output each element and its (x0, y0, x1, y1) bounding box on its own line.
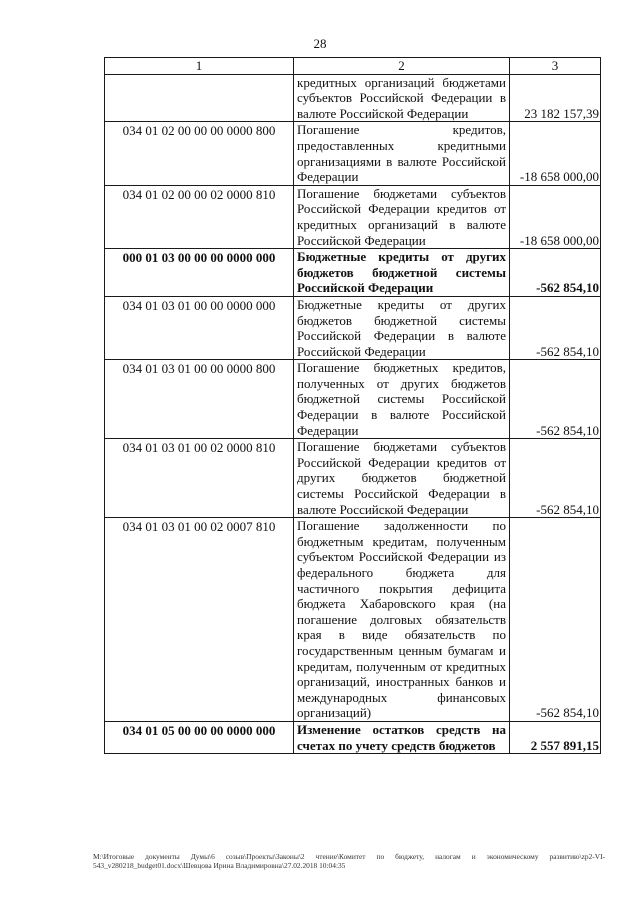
row-name: Погашение бюджетами субъектов Российской Федерации кредитов от других бюджетов бюджетной системы Российской Федерации в валюте Российской Федерации (294, 439, 510, 518)
row-code: 034 01 03 01 00 00 0000 800 (105, 360, 294, 439)
row-code: 034 01 03 01 00 00 0000 000 (105, 296, 294, 359)
table-row (105, 122, 601, 185)
row-name: Погашение бюджетных кредитов, полученных от других бюджетов бюджетной системы Российской Федерации в валюте Российской Федерации (294, 360, 510, 439)
column-header-amount: 3 (510, 58, 601, 75)
table-header-row (105, 58, 601, 75)
row-name: Погашение бюджетами субъектов Российской Федерации кредитов от кредитных организаций в валюте Российской Федерации (294, 185, 510, 248)
table-row (105, 439, 601, 518)
page-number: 28 (313, 36, 327, 51)
row-code: 034 01 02 00 00 00 0000 800 (105, 122, 294, 185)
row-code: 034 01 02 00 00 02 0000 810 (105, 185, 294, 248)
table-row (105, 185, 601, 248)
row-code: 000 01 03 00 00 00 0000 000 (105, 249, 294, 297)
row-name: кредитных организаций бюджетами субъектов Российской Федерации в валюте Российской Федерации (294, 74, 510, 122)
table-row (105, 721, 601, 753)
table-row (105, 74, 601, 122)
row-code (105, 74, 294, 122)
document-file-path: M:\Итоговые документы Думы\6 созыв\Проекты\Законы\2 чтение\Комитет по бюджету, налогам и экономическому развитию\zp2-VI-543_v280218_budget01.docx\Шевцова Ирина Владимировна\27.02.2018 10:04:35 (93, 852, 605, 870)
column-header-name: 2 (294, 58, 510, 75)
row-amount: -562 854,10 (510, 360, 601, 439)
row-amount: 2 557 891,15 (510, 721, 601, 753)
row-name: Бюджетные кредиты от других бюджетов бюджетной системы Российской Федерации в валюте Российской Федерации (294, 296, 510, 359)
row-name: Изменение остатков средств на счетах по учету средств бюджетов (294, 721, 510, 753)
row-amount: 23 182 157,39 (510, 74, 601, 122)
row-amount: -562 854,10 (510, 249, 601, 297)
table-row (105, 518, 601, 722)
row-amount: -562 854,10 (510, 439, 601, 518)
column-header-code: 1 (105, 58, 294, 75)
row-name: Бюджетные кредиты от других бюджетов бюджетной системы Российской Федерации (294, 249, 510, 297)
table-row (105, 249, 601, 297)
row-amount: -562 854,10 (510, 296, 601, 359)
row-amount: -18 658 000,00 (510, 122, 601, 185)
budget-sources-table (104, 57, 601, 754)
row-name: Погашение задолженности по бюджетным кредитам, полученным субъектом Российской Федерации из федерального бюджета для частичного покрытия дефицита бюджета Хабаровского края (на погашение долговых обязательств края в виде обязательств по государственным ценным бумагам и кредитам, полученным от кредитных организаций, иностранных банков и международных финансовых организаций) (294, 518, 510, 722)
row-amount: -562 854,10 (510, 518, 601, 722)
row-code: 034 01 03 01 00 02 0000 810 (105, 439, 294, 518)
row-name: Погашение кредитов, предоставленных кредитными организациями в валюте Российской Федерации (294, 122, 510, 185)
row-code: 034 01 05 00 00 00 0000 000 (105, 721, 294, 753)
table-row (105, 296, 601, 359)
table-row (105, 360, 601, 439)
row-code: 034 01 03 01 00 02 0007 810 (105, 518, 294, 722)
row-amount: -18 658 000,00 (510, 185, 601, 248)
